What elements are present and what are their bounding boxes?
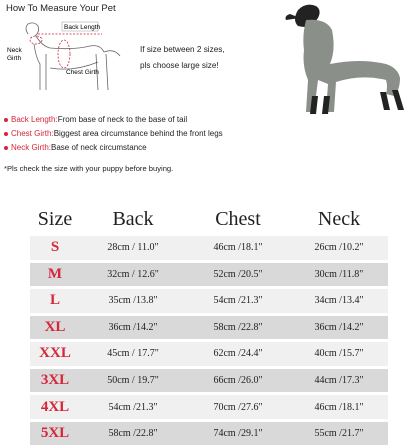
- back-cell: 32cm / 12.6": [107, 268, 159, 280]
- neck-cell: 26cm /10.2": [314, 242, 364, 254]
- header-neck: Neck: [317, 207, 361, 230]
- dog-photo: [246, 0, 416, 120]
- back-cell: 35cm /13.8": [108, 295, 158, 307]
- neck-cell: 55cm /21.7": [314, 428, 364, 440]
- table-row: [30, 236, 388, 260]
- definition-neck-girth: [4, 141, 223, 155]
- chest-cell: 52cm /20.5": [213, 268, 263, 280]
- size-cell: L: [49, 292, 60, 309]
- dog-measure-diagram: [6, 14, 130, 110]
- size-cell: 5XL: [40, 425, 70, 442]
- header-size: Size: [37, 207, 73, 230]
- neck-cell: 34cm /13.4": [314, 295, 364, 307]
- bullet-icon: [4, 118, 8, 122]
- back-cell: 50cm / 19.7": [107, 374, 159, 386]
- size-cell: 3XL: [40, 371, 70, 388]
- bullet-icon: [4, 146, 8, 150]
- neck-cell: 36cm /14.2": [314, 321, 364, 333]
- back-cell: 28cm / 11.0": [107, 242, 159, 254]
- header-chest: Chest: [215, 207, 261, 230]
- chest-cell: 62cm /24.4": [213, 348, 263, 360]
- back-cell: 58cm /22.8": [108, 428, 158, 440]
- neck-cell: 44cm /17.3": [314, 374, 364, 386]
- size-cell: 4XL: [40, 398, 70, 415]
- definition-back-length: [4, 113, 223, 127]
- size-cell: M: [47, 265, 63, 282]
- table-row: [30, 342, 388, 366]
- chest-cell: 66cm /26.0": [213, 374, 263, 386]
- back-cell: 36cm /14.2": [108, 321, 158, 333]
- definition-chest-girth: [4, 127, 223, 141]
- table-row: [30, 289, 388, 313]
- neck-cell: 30cm /11.8": [314, 268, 364, 280]
- definition-text: Biggest area circumstance behind the front legs: [53, 129, 223, 138]
- size-note: [140, 42, 240, 74]
- table-row: [30, 395, 388, 419]
- definition-text: Base of neck circumstance: [51, 143, 147, 152]
- table-row: [30, 316, 388, 340]
- back-cell: 54cm /21.3": [108, 401, 158, 413]
- table-header: [30, 202, 388, 236]
- chest-girth-label: Chest Girth: [66, 69, 99, 76]
- definition-term: Back Length:: [11, 115, 58, 124]
- neck-girth-label: Neck Girth: [7, 47, 22, 62]
- table-row: [30, 369, 388, 393]
- bullet-icon: [4, 132, 8, 136]
- check-note: *Pls check the size with your puppy before buying.: [4, 164, 174, 173]
- back-cell: 45cm / 17.7": [107, 348, 159, 360]
- neck-cell: 46cm /18.1": [314, 401, 364, 413]
- size-cell: XXL: [39, 345, 71, 362]
- size-note-line1: If size between 2 sizes,: [140, 45, 225, 54]
- definition-term: Neck Girth:: [11, 143, 52, 152]
- size-note-line2: pls choose large size!: [140, 61, 219, 70]
- table-row: [30, 422, 388, 446]
- chest-cell: 58cm /22.8": [213, 321, 263, 333]
- neck-cell: 40cm /15.7": [314, 348, 364, 360]
- page-title: How To Measure Your Pet: [6, 3, 116, 14]
- header-back: Back: [112, 207, 154, 230]
- definitions-list: [4, 113, 223, 155]
- size-cell: XL: [44, 318, 66, 335]
- chest-cell: 46cm /18.1": [213, 242, 263, 254]
- size-table: [30, 202, 388, 448]
- chest-cell: 54cm /21.3": [213, 295, 263, 307]
- table-row: [30, 263, 388, 287]
- size-cell: S: [50, 239, 60, 256]
- chest-cell: 70cm /27.6": [213, 401, 263, 413]
- definition-term: Chest Girth:: [11, 129, 54, 138]
- definition-text: From base of neck to the base of tail: [57, 115, 188, 124]
- chest-cell: 74cm /29.1": [213, 428, 263, 440]
- back-length-label: Back Length: [64, 24, 101, 31]
